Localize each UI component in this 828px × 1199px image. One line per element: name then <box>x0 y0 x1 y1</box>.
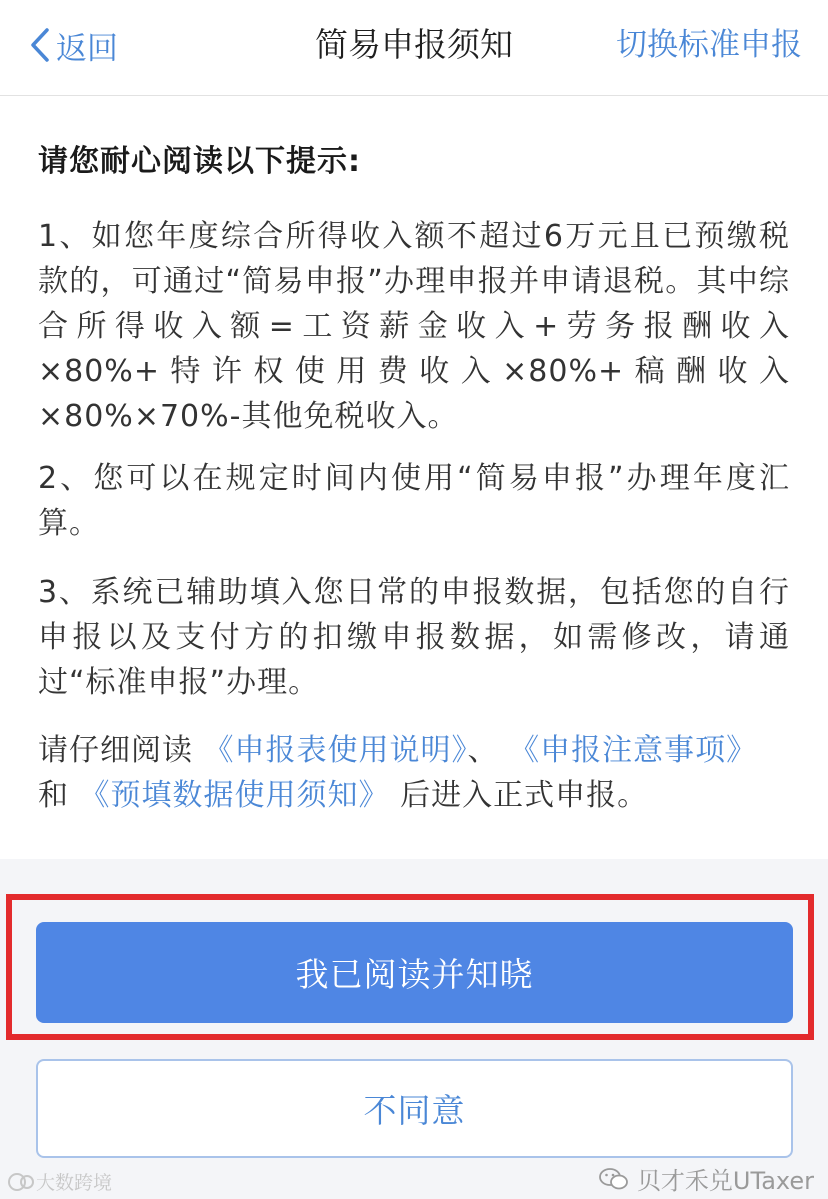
disagree-button[interactable]: 不同意 <box>36 1059 793 1158</box>
reading-instructions <box>38 728 790 818</box>
filing-notes-link[interactable]: 《申报注意事项》 <box>509 733 758 768</box>
watermark-left-text: 大数跨境 <box>36 1172 113 1194</box>
watermark-right <box>599 1161 814 1196</box>
watermark-left <box>6 1168 112 1195</box>
page-title: 简易申报须知 <box>315 25 513 64</box>
back-button[interactable] <box>30 22 118 68</box>
notice-heading: 请您耐心阅读以下提示: <box>38 144 361 179</box>
and-text: 和 <box>38 778 69 813</box>
action-area <box>0 859 828 1199</box>
read-suffix: 后进入正式申报。 <box>400 778 649 813</box>
prefilled-data-notice-link[interactable]: 《预填数据使用须知》 <box>79 778 390 813</box>
agree-button[interactable]: 我已阅读并知晓 <box>36 922 793 1023</box>
notice-item-1: 1、如您年度综合所得收入额不超过6万元且已预缴税款的，可通过“简易申报”办理申报并申请退税。其中综合所得收入额=工资薪金收入+劳务报酬收入×80%+特许权使用费收入×80%+稿酬收入×80%×70%-其他免税收入。 <box>38 219 790 434</box>
notice-item-3: 3、系统已辅助填入您日常的申报数据，包括您的自行申报以及支付方的扣缴申报数据，如需修改，请通过“标准申报”办理。 <box>38 575 790 700</box>
notice-content <box>0 96 828 859</box>
notice-item-2: 2、您可以在规定时间内使用“简易申报”办理年度汇算。 <box>38 461 790 541</box>
watermark-logo-icon <box>6 1171 36 1193</box>
filing-form-guide-link[interactable]: 《申报表使用说明》 <box>203 733 468 768</box>
navigation-bar <box>0 0 828 96</box>
read-prefix: 请仔细阅读 <box>38 733 193 768</box>
chevron-left-icon <box>30 28 50 62</box>
watermark-right-text: 贝才禾兑UTaxer <box>636 1167 814 1195</box>
wechat-icon <box>599 1167 629 1191</box>
back-label: 返回 <box>56 30 118 67</box>
switch-standard-filing-button[interactable]: 切换标准申报 <box>616 27 802 63</box>
separator: 、 <box>467 733 499 768</box>
